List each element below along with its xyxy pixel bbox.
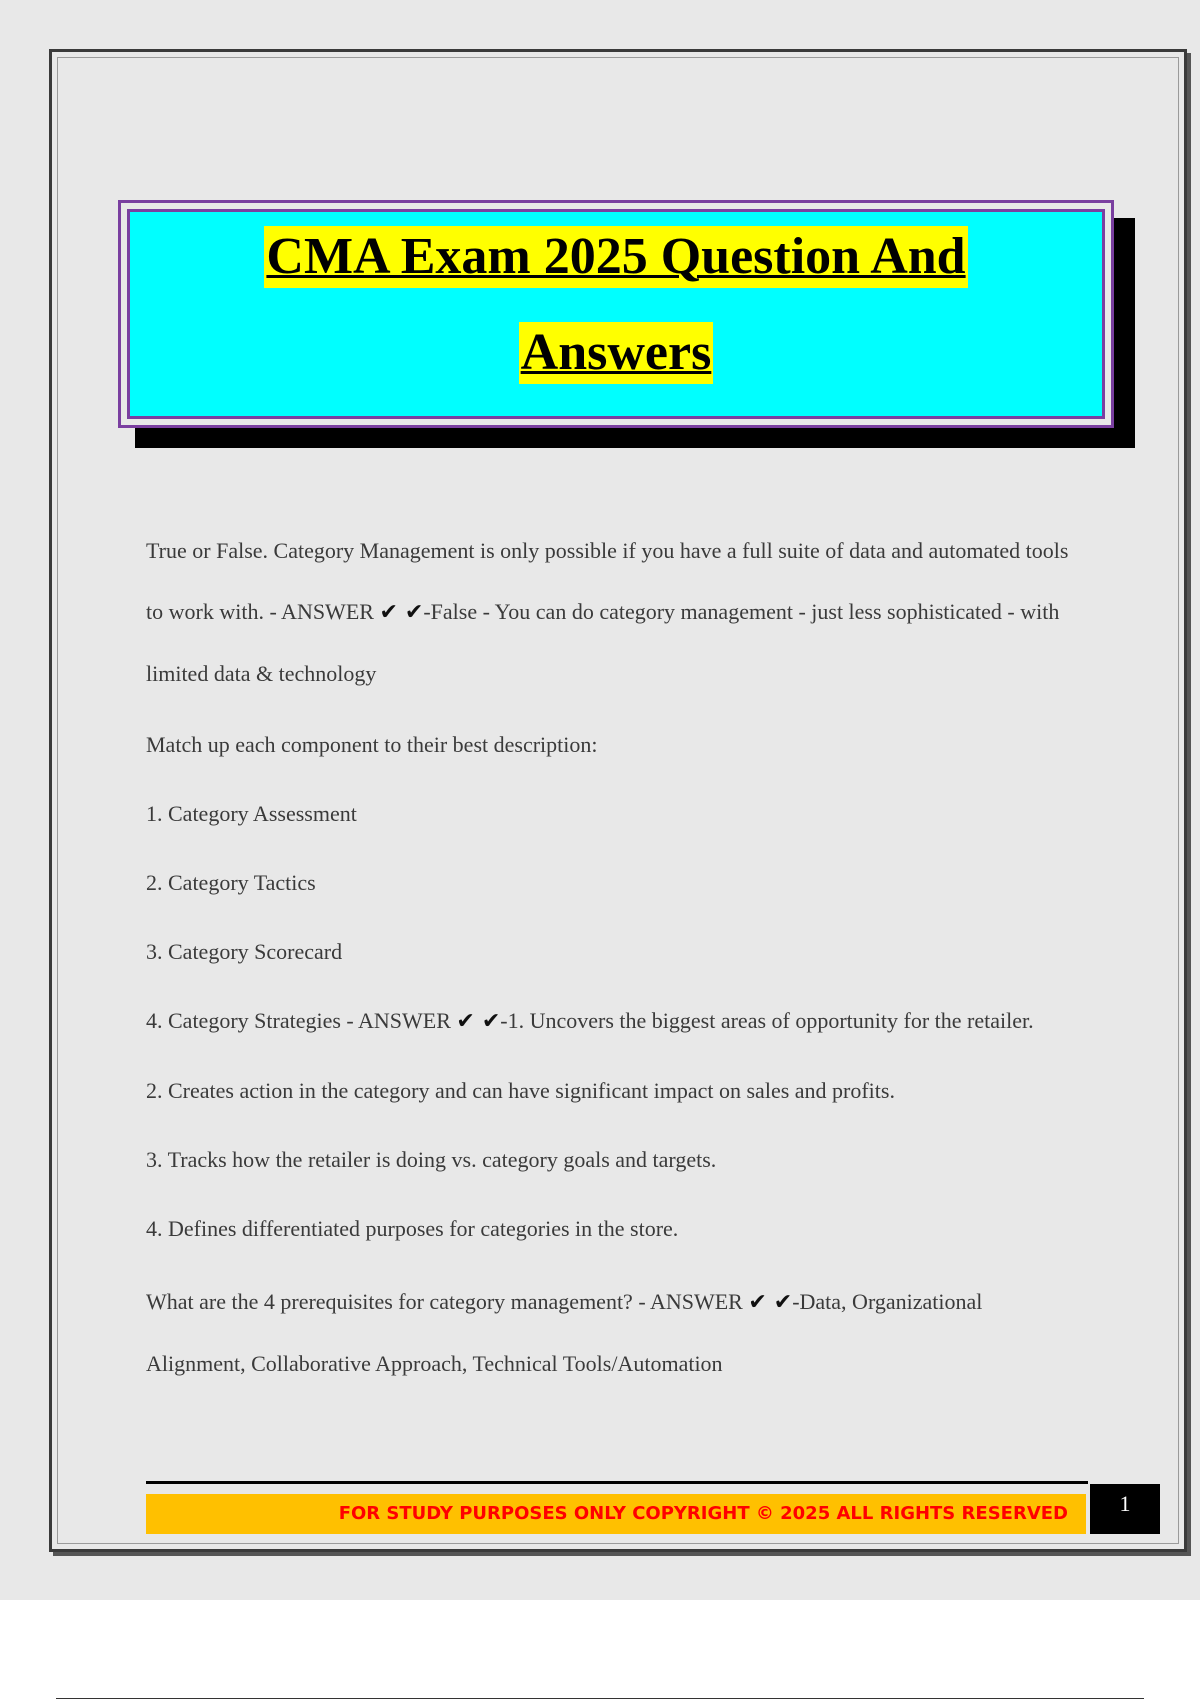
paragraph-q2-intro: Match up each component to their best description: — [146, 732, 598, 757]
list-item: 3. Category Scorecard — [146, 939, 343, 964]
document-title-line2: Answers — [519, 322, 714, 384]
document-body — [146, 520, 1086, 1394]
q1-question: True or False. Category Management is only possible if you have a full suite of data and automated tools to work with. - ANSWER — [146, 538, 1069, 624]
checkmark-icon: ✔ ✔ — [379, 600, 424, 625]
page-number: 1 — [1090, 1484, 1160, 1534]
q1-answer: -False - You can do category management - just less sophisticated - with limited data & technology — [146, 599, 1060, 686]
q3-answer: -Data, Organizational Alignment, Collaborative Approach, Technical Tools/Automation — [146, 1289, 983, 1376]
paragraph-q2-answer — [146, 990, 1086, 1052]
list-item: 2. Creates action in the category and can have significant impact on sales and profits. — [146, 1078, 895, 1103]
paragraph-q1 — [146, 520, 1086, 704]
list-item: 2. Category Tactics — [146, 870, 316, 895]
q2-question: 4. Category Strategies - ANSWER — [146, 1008, 451, 1033]
document-title-line1: CMA Exam 2025 Question And — [264, 226, 967, 288]
footer-copyright: FOR STUDY PURPOSES ONLY COPYRIGHT © 2025 ALL RIGHTS RESERVED — [338, 1503, 1068, 1524]
q2-answer: -1. Uncovers the biggest areas of opportunity for the retailer. — [500, 1008, 1034, 1033]
next-page-rule — [56, 1698, 1144, 1699]
list-item: 4. Defines differentiated purposes for categories in the store. — [146, 1216, 679, 1241]
checkmark-icon: ✔ ✔ — [748, 1290, 793, 1315]
checkmark-icon: ✔ ✔ — [456, 1009, 501, 1034]
title-box — [118, 200, 1114, 428]
paragraph-q3 — [146, 1271, 1086, 1394]
footer-copyright-bar — [146, 1494, 1086, 1534]
footer-rule — [146, 1481, 1088, 1484]
q3-question: What are the 4 prerequisites for category management? - ANSWER — [146, 1289, 743, 1314]
list-item: 3. Tracks how the retailer is doing vs. category goals and targets. — [146, 1147, 717, 1172]
title-box-inner — [127, 209, 1105, 419]
list-item: 1. Category Assessment — [146, 801, 357, 826]
